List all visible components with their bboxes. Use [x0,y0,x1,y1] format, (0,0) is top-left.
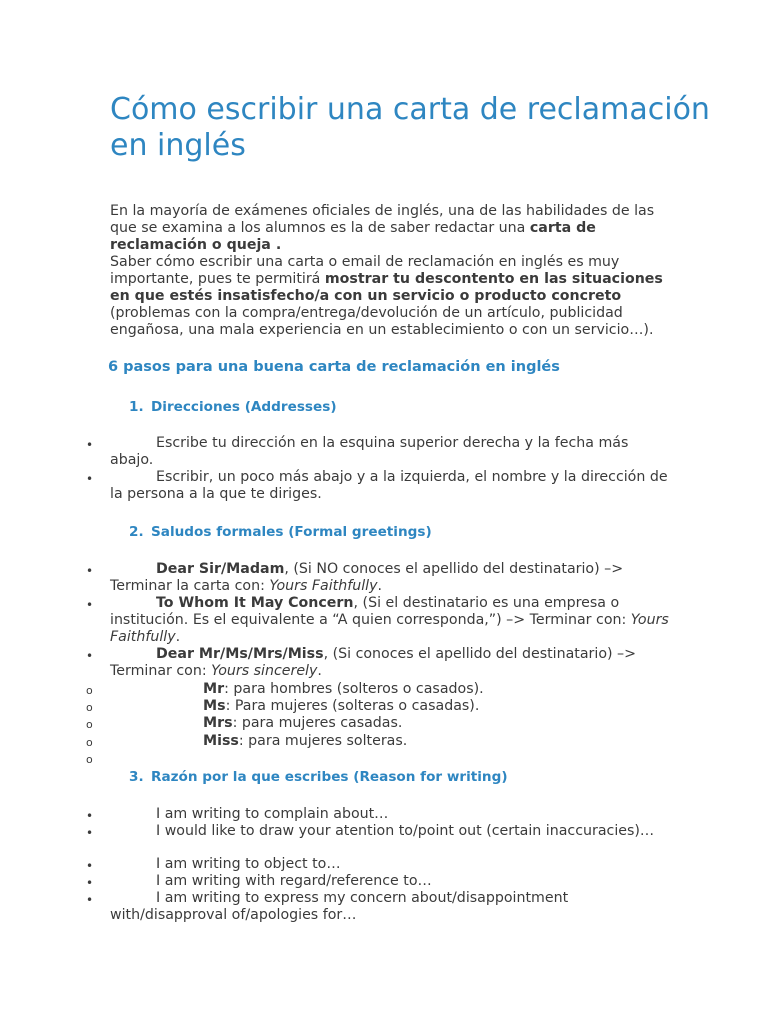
sublist-item: Mrs: para mujeres casadas. [203,715,403,731]
bullet-icon: • [86,564,94,578]
sublist-item: Ms: Para mujeres (solteras o casadas). [203,698,480,714]
circle-bullet-icon: o [86,684,93,697]
section-title: Razón por la que escribes (Reason for writing) [151,769,508,785]
bullet-icon: • [86,649,94,663]
sublist-item: Mr: para hombres (solteros o casados). [203,681,484,697]
intro-text-3: (problemas con la compra/entrega/devolución de un artículo, publicidad engañosa, una mala experiencia en un establecimiento o con un servicio…). [110,305,654,338]
section-title: Saludos formales (Formal greetings) [151,524,432,540]
page-title: Cómo escribir una carta de reclamación en inglés [110,92,710,163]
list-item: Dear Sir/Madam, (Si NO conoces el apellido del destinatario) –> Terminar la carta con: Yours Faithfully. [110,561,624,594]
bullet-icon: • [86,859,94,873]
section-heading-reason [129,768,508,786]
bullet-icon: • [86,893,94,907]
circle-bullet-icon: o [86,718,93,731]
section-heading-greetings [129,523,432,541]
bullet-icon: • [86,438,94,452]
sublist-item: Miss: para mujeres solteras. [203,733,408,749]
intro-bold-2: mostrar tu descontento en las situaciones en que estés insatisfecho/a con un servicio o producto concreto [110,271,663,304]
list-item: I am writing to express my concern about/disappointment with/disapproval of/apologies for… [110,890,569,923]
section-number: 3. [129,769,144,785]
section-number: 2. [129,524,144,540]
bullet-icon: • [86,826,94,840]
list-item: I would like to draw your atention to/point out (certain inaccuracies)… [156,823,655,839]
intro-bold-1: carta de reclamación o queja . [110,220,596,253]
intro-text-2: Saber cómo escribir una carta o email de reclamación en inglés es muy importante, pues te permitirá [110,254,620,287]
list-item: Escribe tu dirección en la esquina superior derecha y la fecha más abajo. [110,435,629,468]
bullet-icon: • [86,809,94,823]
circle-bullet-icon: o [86,701,93,714]
list-item: Escribir, un poco más abajo y a la izquierda, el nombre y la dirección de la persona a la que te diriges. [110,469,668,502]
section-heading-addresses [129,398,337,416]
list-item: I am writing with regard/reference to… [156,873,432,889]
section-title: Direcciones (Addresses) [151,399,337,415]
list-item: To Whom It May Concern, (Si el destinatario es una empresa o institución. Es el equivalente a “A quien corresponda,”) –> Terminar con: Yours Faithfully. [110,595,669,645]
steps-subtitle: 6 pasos para una buena carta de reclamación en inglés [108,359,560,375]
circle-bullet-icon: o [86,753,93,766]
circle-bullet-icon: o [86,736,93,749]
list-item: I am writing to complain about… [156,806,389,822]
bullet-icon: • [86,472,94,486]
bullet-icon: • [86,876,94,890]
section-number: 1. [129,399,144,415]
list-item: Dear Mr/Ms/Mrs/Miss, (Si conoces el apellido del destinatario) –> Terminar con: Yours sincerely. [110,646,637,679]
intro-text-1: En la mayoría de exámenes oficiales de inglés, una de las habilidades de las que se examina a los alumnos es la de saber redactar una [110,203,655,236]
list-item: I am writing to object to… [156,856,341,872]
bullet-icon: • [86,598,94,612]
intro-paragraph [110,203,670,339]
